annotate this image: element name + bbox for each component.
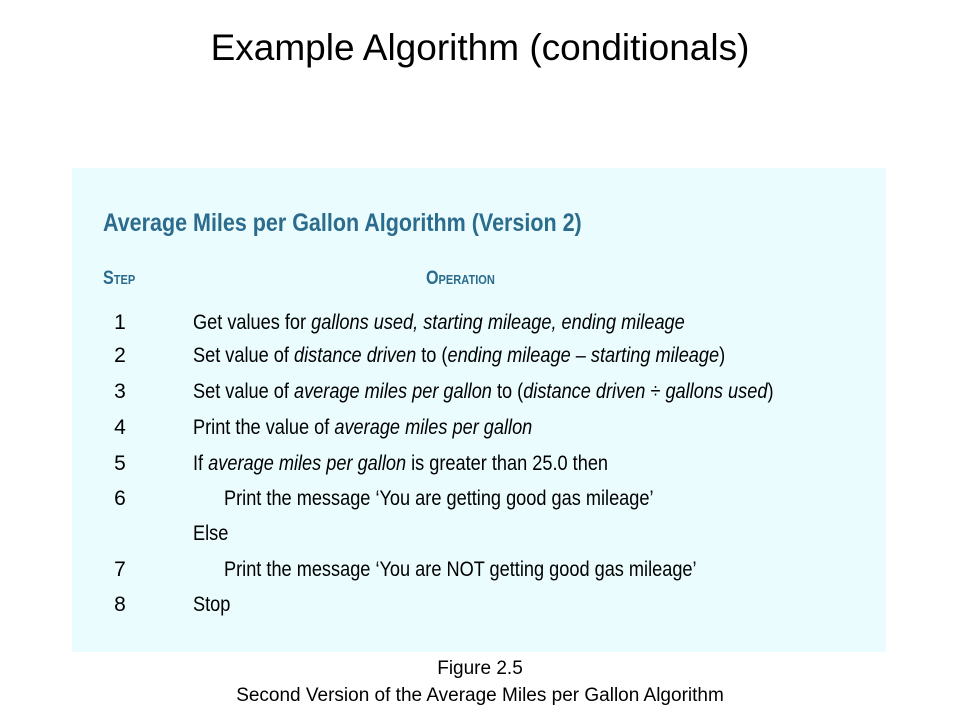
operation-text: to ( xyxy=(491,380,524,403)
figure-caption-number: Figure 2.5 xyxy=(437,658,523,679)
operation-text: Set value of xyxy=(193,380,294,403)
step-number: 5 xyxy=(114,452,126,475)
operation-text: ) xyxy=(767,380,774,403)
algorithm-row xyxy=(72,484,886,514)
operation-text: Print the value of xyxy=(193,416,335,439)
slide-title: Example Algorithm (conditionals) xyxy=(210,27,750,68)
step-operation xyxy=(193,341,725,371)
step-operation xyxy=(193,377,774,407)
operation-italic-text: gallons used, starting mileage, ending mileage xyxy=(311,311,685,334)
operation-text: Set value of xyxy=(193,344,294,367)
algorithm-figure xyxy=(72,168,886,652)
operation-text: ) xyxy=(719,344,726,367)
operation-text: Print the message ‘You are NOT getting good gas mileage’ xyxy=(224,558,697,581)
operation-text: Get values for xyxy=(193,311,312,334)
operation-text: to ( xyxy=(416,344,448,367)
step-number: 3 xyxy=(114,380,126,403)
operation-italic-text: average miles per gallon xyxy=(293,380,492,403)
column-header-operation: Operation xyxy=(426,268,495,289)
operation-text: If xyxy=(193,452,209,475)
operation-italic-text: distance driven ÷ gallons used xyxy=(523,380,768,403)
step-number: 8 xyxy=(114,593,126,616)
operation-italic-text: distance driven xyxy=(293,344,417,367)
algorithm-heading: Average Miles per Gallon Algorithm (Version 2) xyxy=(103,209,582,237)
operation-text: Print the message ‘You are getting good gas mileage’ xyxy=(224,487,654,510)
operation-text: Else xyxy=(193,522,229,545)
algorithm-row xyxy=(72,377,886,407)
step-operation xyxy=(193,590,230,620)
step-operation xyxy=(224,484,654,514)
step-operation xyxy=(193,308,685,338)
operation-text: Stop xyxy=(193,593,231,616)
algorithm-row xyxy=(72,341,886,371)
step-operation xyxy=(193,413,532,443)
step-operation xyxy=(193,449,608,479)
step-number: 1 xyxy=(114,311,126,334)
algorithm-row xyxy=(72,555,886,585)
step-number: 4 xyxy=(114,416,126,439)
operation-italic-text: average miles per gallon xyxy=(208,452,407,475)
algorithm-row xyxy=(72,449,886,479)
algorithm-row xyxy=(72,590,886,620)
step-number: 2 xyxy=(114,344,126,367)
column-header-step: Step xyxy=(103,268,136,289)
algorithm-row xyxy=(72,308,886,338)
operation-italic-text: ending mileage – starting mileage xyxy=(447,344,720,367)
operation-italic-text: average miles per gallon xyxy=(334,416,533,439)
step-operation xyxy=(224,555,697,585)
operation-text: is greater than 25.0 then xyxy=(406,452,609,475)
step-number: 7 xyxy=(114,558,126,581)
figure-caption-title: Second Version of the Average Miles per Gallon Algorithm xyxy=(236,685,724,706)
step-number: 6 xyxy=(114,487,126,510)
step-operation xyxy=(193,519,228,549)
algorithm-row xyxy=(72,413,886,443)
algorithm-row xyxy=(72,519,886,549)
